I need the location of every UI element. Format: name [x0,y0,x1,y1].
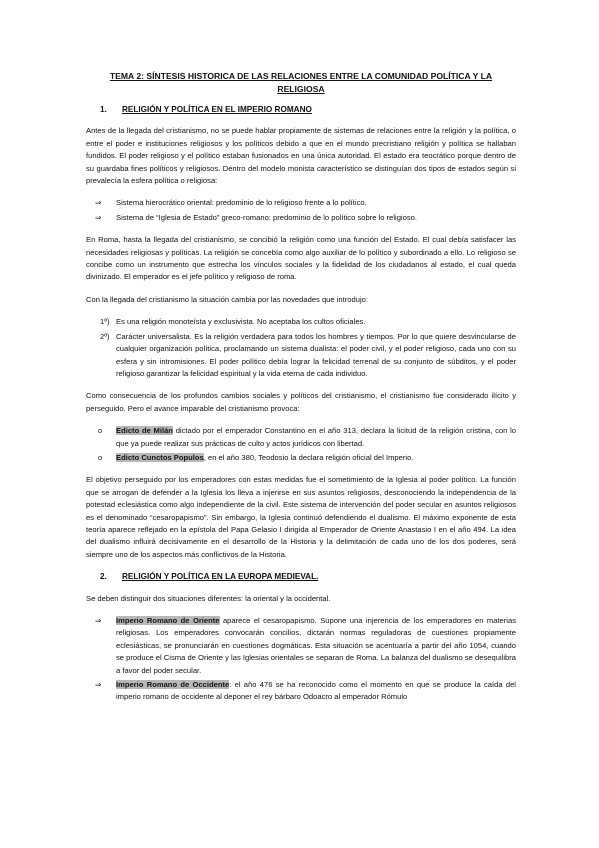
highlighted-term: Edicto Cunctos Populos [116,452,204,462]
paragraph: Se deben distinguir dos situaciones diferentes: la oriental y la occidental. [86,593,331,603]
state-types-list [86,197,516,224]
list-item: ⇒ Sistema hierocrático oriental: predominio de lo religioso frente a lo político. [86,197,516,209]
list-item: ⇒ Sistema de “Iglesia de Estado” greco-romano: predominio de lo político sobre lo religioso. [86,212,516,224]
list-number: 2º) [100,331,110,341]
edicts-list [86,425,516,464]
section-title: RELIGIÓN Y POLÍTICA EN LA EUROPA MEDIEVAL. [122,572,319,582]
list-item: 2º) Carácter universalista. Es la religión verdadera para todos los hombres y tiempos. Por lo que quiere desvincularse de cualquier organización política, proclamando un sistema dualista: el poder civil, y el poder religioso, cada uno con su esfera y sin intromisiones. El poder político debía lograr la felicidad terrenal de su conjunto de súbditos, y el poder religioso garantizar la felicidad espiritual y la vida eterna de cada individuo. [100,331,516,378]
circle-bullet-icon: o [98,426,103,436]
arrow-icon: ⇒ [95,680,102,690]
arrow-icon: ⇒ [95,198,102,208]
highlighted-term: Imperio Romano de Oriente [116,616,220,625]
novelties-list [86,316,516,380]
document-title: TEMA 2: SÍNTESIS HISTORICA DE LAS RELACIONES ENTRE LA COMUNIDAD POLÍTICA Y LA RELIGIOSA [109,71,493,94]
paragraph: Antes de la llegada del cristianismo, no se puede hablar propiamente de sistemas de relaciones entre la religión y la política, o entre el poder e instituciones religiosos y los políticos debido a que en el mundo precristiano religión y política se hallaban fundidos. El poder religioso y el político estaban fusionados en una única autoridad. El estado era teocrático porque dentro de su guardaba fines políticos y religiosos. Dentro del modelo monista característico se distinguían dos tipos de estados según si prevalecía la esfera política o religiosa: [86,126,516,186]
list-item: ⇒ Imperio Romano de Occidente: el año 476 se ha reconocido como el momento en que se produce la caída del imperio romano de occidente al deponer el rey bárbaro Odoacro al emperador Rómulo [95,680,516,702]
list-item: 1º) Es una religión monoteísta y exclusivista. No aceptaba los cultos oficiales. [86,316,516,328]
section-number: 1. [100,105,107,114]
circle-bullet-icon: o [98,452,103,462]
list-item: o Edicto de Milán dictado por el emperador Constantino en el año 313, declara la licitud de la religión cristina, con lo que ya puede realizar sus prácticas de culto y actos jurídicos con libertad. [98,426,516,448]
paragraph: En Roma, hasta la llegada del cristianismo, se concibió la religión como una función del Estado. El cual debía satisfacer las necesidades religiosas y políticas. La religión se concebía como algo auxiliar de lo político y subordinado a ello. Lo religioso se concibe como un instrumento que estrecha los vínculos sociales y la fidelidad de los ciudadanos al estado, el cual queda divinizado. El emperador es el jefe político y religioso de roma. [86,235,516,282]
section-title: RELIGIÓN Y POLÍTICA EN EL IMPERIO ROMANO [122,105,312,114]
document-page [86,70,516,714]
highlighted-term: Imperio Romano de Occidente [116,680,230,690]
section-heading-2 [100,571,516,583]
list-item: o Edicto Cunctos Populos, en el año 380, Teodosio la declara religión oficial del Imperio. [86,452,516,464]
highlighted-term: Edicto de Milán [116,426,173,436]
section-heading-1 [100,104,516,116]
list-number: 1º) [100,317,110,327]
paragraph: Como consecuencia de los profundos cambios sociales y políticos del cristianismo, el cristianismo fue considerado ilícito y perseguido. Pero el avance imparable del cristianismo provoca: [86,391,516,413]
paragraph: El objetivo perseguido por los emperadores con estas medidas fue el sometimiento de la Iglesia al poder político. La función que se arrogan de defender a la Iglesia los lleva a injerirse en sus asuntos religiosos, desconociendo la independencia de la potestad eclesiástica como algo independiente de la civil. Este sistema de intervención del poder secular en asuntos religiosos es el denominado “cesaropapismo”. Sin embargo, la Iglesia continuó defendiendo el dualismo. El máximo exponente de esta teoría aparece reflejado en la epístola del Papa Gelasio I dirigida al Emperador de Oriente Anastasio I en el año 494. La idea del dualismo influirá decisivamente en el desarrollo de la Historia y la delimitación de cada uno de los dos poderes, será siempre uno de los aspectos más conflictivos de la Historia. [86,475,516,559]
arrow-icon: ⇒ [95,212,102,222]
list-item: ⇒ Imperio Romano de Oriente aparece el cesaropapismo. Supone una injerencia de los emperadores en materias religiosas. Los emperadores convocarán concilios, dictarán normas reguladoras de cuestiones propiamente eclesiásticas, se pronunciarán en cuestiones dogmáticas. Esta situación se acentuaría a partir del año 1054, cuando se produce el Cisma de Oriente y las Iglesias orientales se separan de Roma. La balanza del dualismo se desequilibra a favor del poder secular. [95,616,516,675]
section-number: 2. [100,572,107,582]
arrow-icon: ⇒ [95,616,102,625]
paragraph: Con la llegada del cristianismo la situación cambia por las novedades que introdujo: [86,294,368,304]
empires-list [86,615,516,704]
